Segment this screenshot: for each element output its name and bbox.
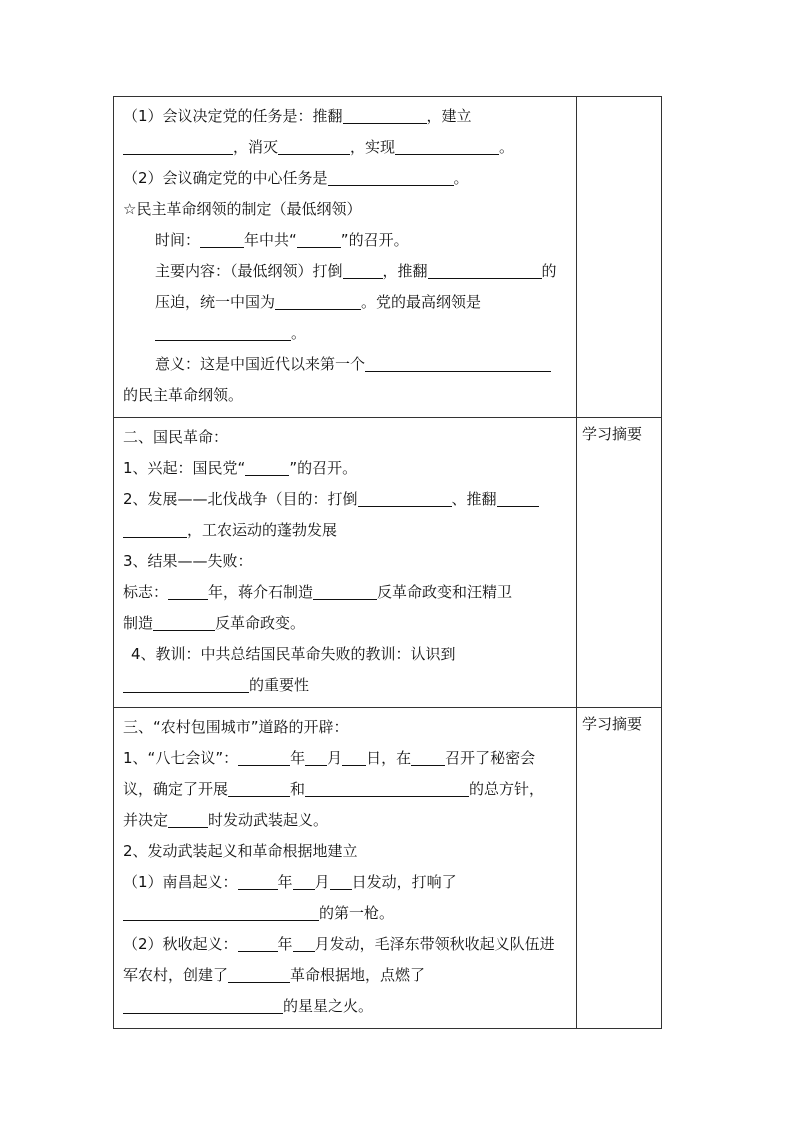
fill-blank[interactable] [428, 259, 542, 279]
rise-line [123, 453, 569, 484]
row-rural-encircle [114, 708, 662, 1029]
fill-blank[interactable] [238, 746, 290, 766]
text: 主要内容：（最低纲领）打倒 [155, 262, 343, 280]
fill-blank[interactable] [123, 994, 283, 1014]
text: 、推翻 [451, 490, 497, 508]
text: 月发动，毛泽东带领秋收起义队伍进 [314, 935, 555, 953]
text: 和 [290, 780, 306, 798]
fill-blank[interactable] [343, 104, 427, 124]
text: 月 [327, 749, 343, 767]
fill-blank[interactable] [123, 901, 319, 921]
fill-blank[interactable] [155, 321, 291, 341]
fill-blank[interactable] [228, 777, 290, 797]
text: 并决定 [123, 811, 169, 829]
fill-blank[interactable] [168, 580, 208, 600]
text: 意义：这是中国近代以来第一个 [155, 355, 366, 373]
text: 标志： [123, 583, 169, 601]
content-line-3 [123, 318, 569, 349]
text: 反革命政变。 [215, 614, 306, 632]
fill-blank[interactable] [305, 746, 327, 766]
fill-blank[interactable] [123, 518, 187, 538]
fill-blank[interactable] [278, 135, 350, 155]
fill-blank[interactable] [395, 135, 499, 155]
fill-blank[interactable] [293, 870, 315, 890]
section2-content [114, 418, 577, 708]
meeting87-line-3 [123, 805, 569, 836]
text: 军农村，创建了 [123, 966, 229, 984]
text: ”的召开。 [340, 231, 409, 249]
text: 压迫，统一中国为 [155, 293, 276, 311]
fill-blank[interactable] [275, 290, 361, 310]
text: 2、发展——北伐战争（目的：打倒 [123, 490, 358, 508]
text: ，实现 [350, 138, 396, 156]
meeting87-line-1 [123, 743, 569, 774]
uprising-heading: 2、发动武装起义和革命根据地建立 [123, 842, 358, 860]
text: 。 [291, 324, 307, 342]
result-line: 3、结果——失败： [123, 552, 253, 570]
text: 革命根据地，点燃了 [290, 966, 426, 984]
text: ”的召开。 [289, 459, 358, 477]
text: 年 [277, 873, 293, 891]
fill-blank[interactable] [313, 580, 377, 600]
meaning-line-2: 的民主革命纲领。 [123, 386, 244, 404]
fill-blank[interactable] [228, 963, 290, 983]
fill-blank[interactable] [168, 808, 208, 828]
fill-blank[interactable] [365, 352, 551, 372]
fill-blank[interactable] [153, 611, 215, 631]
fill-blank[interactable] [297, 228, 341, 248]
development-line [123, 484, 569, 515]
fill-blank[interactable] [411, 746, 445, 766]
content-line-1 [123, 256, 569, 287]
text: ，工农运动的蓬勃发展 [187, 521, 338, 539]
text: 月 [314, 873, 330, 891]
text: 年，蒋介石制造 [208, 583, 314, 601]
text: 召开了秘密会 [445, 749, 536, 767]
fill-blank[interactable] [238, 932, 278, 952]
text: ，建立 [426, 107, 472, 125]
text: 制造 [123, 614, 154, 632]
section2-side [577, 418, 662, 708]
development-line-2 [123, 515, 569, 546]
study-summary-label: 学习摘要 [582, 715, 643, 733]
text: （1）南昌起义： [123, 873, 238, 891]
program-heading: ☆民主革命纲领的制定（最低纲领） [123, 200, 362, 218]
text: ，消灭 [233, 138, 279, 156]
fill-blank[interactable] [293, 932, 315, 952]
text: 的星星之火。 [283, 997, 374, 1015]
section3-content [114, 708, 577, 1029]
fill-blank[interactable] [200, 228, 244, 248]
time-line [123, 225, 569, 256]
fill-blank[interactable] [328, 166, 454, 186]
meaning-line [123, 349, 569, 380]
text: 日发动，打响了 [351, 873, 457, 891]
mark-line-2 [123, 608, 569, 639]
row-party-program [114, 97, 662, 418]
text: 时间： [155, 231, 201, 249]
section2-title: 二、国民革命： [123, 428, 229, 446]
fill-blank[interactable] [358, 487, 452, 507]
text: （2）秋收起义： [123, 935, 238, 953]
center-task-line [123, 163, 569, 194]
text: （1）会议决定党的任务是：推翻 [123, 107, 343, 125]
fill-blank[interactable] [238, 870, 278, 890]
text: 年 [277, 935, 293, 953]
nanchang-line-1 [123, 867, 569, 898]
fill-blank[interactable] [123, 135, 233, 155]
text: 的总方针， [469, 780, 545, 798]
text: 日，在 [366, 749, 412, 767]
text: 议，确定了开展 [123, 780, 229, 798]
fill-blank[interactable] [497, 487, 539, 507]
text: （2）会议确定党的中心任务是 [123, 169, 328, 187]
text: 时发动武装起义。 [208, 811, 329, 829]
text: 1、“八七会议”： [123, 749, 239, 767]
fill-blank[interactable] [305, 777, 469, 797]
section3-title: 三、“农村包围城市”道路的开辟： [123, 718, 349, 736]
worksheet-table [113, 96, 662, 1029]
mark-line-1 [123, 577, 569, 608]
lesson-line-2 [123, 670, 569, 701]
section1-side [577, 97, 662, 418]
text: 年 [290, 749, 306, 767]
text: 反革命政变和汪精卫 [377, 583, 513, 601]
text: 4、教训：中共总结国民革命失败的教训：认识到 [131, 645, 456, 663]
nanchang-line-2 [123, 898, 569, 929]
autumn-line-1 [123, 929, 569, 960]
fill-blank[interactable] [342, 746, 366, 766]
meeting87-line-2 [123, 774, 569, 805]
text: 1、兴起：国民党“ [123, 459, 246, 477]
text: 的第一枪。 [319, 904, 395, 922]
lesson-line [123, 639, 569, 670]
section3-side [577, 708, 662, 1029]
text: 。党的最高纲领是 [361, 293, 482, 311]
row-national-revolution [114, 418, 662, 708]
study-summary-label: 学习摘要 [582, 425, 643, 443]
text: 。 [453, 169, 469, 187]
fill-blank[interactable] [123, 673, 249, 693]
fill-blank[interactable] [330, 870, 352, 890]
task-line-1 [123, 101, 569, 132]
task-line-2 [123, 132, 569, 163]
content-line-2 [123, 287, 569, 318]
autumn-line-3 [123, 991, 569, 1022]
fill-blank[interactable] [343, 259, 383, 279]
fill-blank[interactable] [245, 456, 289, 476]
autumn-line-2 [123, 960, 569, 991]
text: 。 [499, 138, 515, 156]
text: 的 [541, 262, 557, 280]
text: 的重要性 [249, 676, 310, 694]
text: ，推翻 [382, 262, 428, 280]
section1-content [114, 97, 577, 418]
text: 年中共“ [244, 231, 297, 249]
